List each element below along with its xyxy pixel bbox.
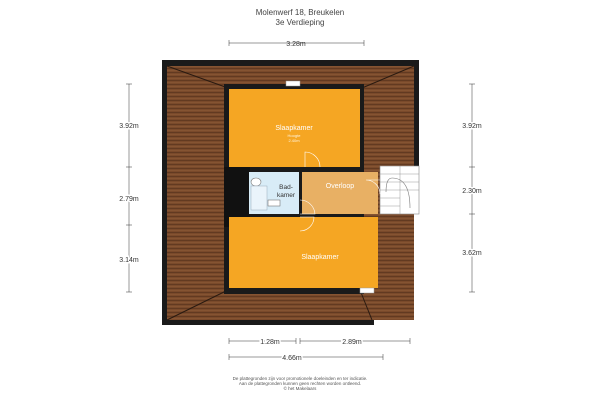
- disclaimer-line-2: Aan de plattegronden kunnen geen rechten worden ontleend.: [238, 381, 362, 386]
- dim-bottom-total-label: 4.66m: [282, 355, 302, 362]
- dimension-bottom-total: [229, 354, 383, 360]
- dim-right-top: 3.92m: [462, 123, 482, 130]
- room-slaapkamer-bottom: [229, 217, 378, 288]
- label-overloop: Overloop: [325, 183, 355, 190]
- label-hoogte-value: 2.40m: [288, 138, 300, 143]
- label-badkamer-1: Bad-: [279, 184, 293, 191]
- dim-left-mid: 2.79m: [119, 196, 139, 203]
- plan-subtitle: 3e Verdieping: [275, 18, 325, 27]
- label-slaapkamer-bottom: Slaapkamer: [301, 254, 339, 261]
- dim-right-mid: 2.30m: [462, 188, 482, 195]
- label-badkamer-2: kamer: [276, 192, 296, 199]
- sink-fixture: [268, 200, 280, 206]
- dim-bottom-a-label: 1.28m: [260, 339, 280, 346]
- dim-left-bottom: 3.14m: [119, 257, 139, 264]
- label-slaapkamer-top: Slaapkamer: [275, 125, 313, 132]
- plan-title: Molenwerf 18, Breukelen: [255, 8, 345, 17]
- window: [360, 288, 374, 293]
- dim-right-bottom: 3.62m: [462, 250, 482, 257]
- disclaimer-line-3: © het Makelaars: [283, 386, 317, 391]
- dim-left-top: 3.92m: [119, 123, 139, 130]
- dim-top-label: 3.28m: [286, 41, 306, 48]
- disclaimer-line-1: De plattegronden zijn voor promotionele doeleinden en ter indicatie.: [232, 376, 368, 381]
- toilet-fixture: [251, 178, 261, 186]
- dim-bottom-b-label: 2.89m: [342, 339, 362, 346]
- shower-fixture: [251, 186, 267, 210]
- label-hoogte: Hoogte: [287, 133, 301, 138]
- window: [286, 81, 300, 86]
